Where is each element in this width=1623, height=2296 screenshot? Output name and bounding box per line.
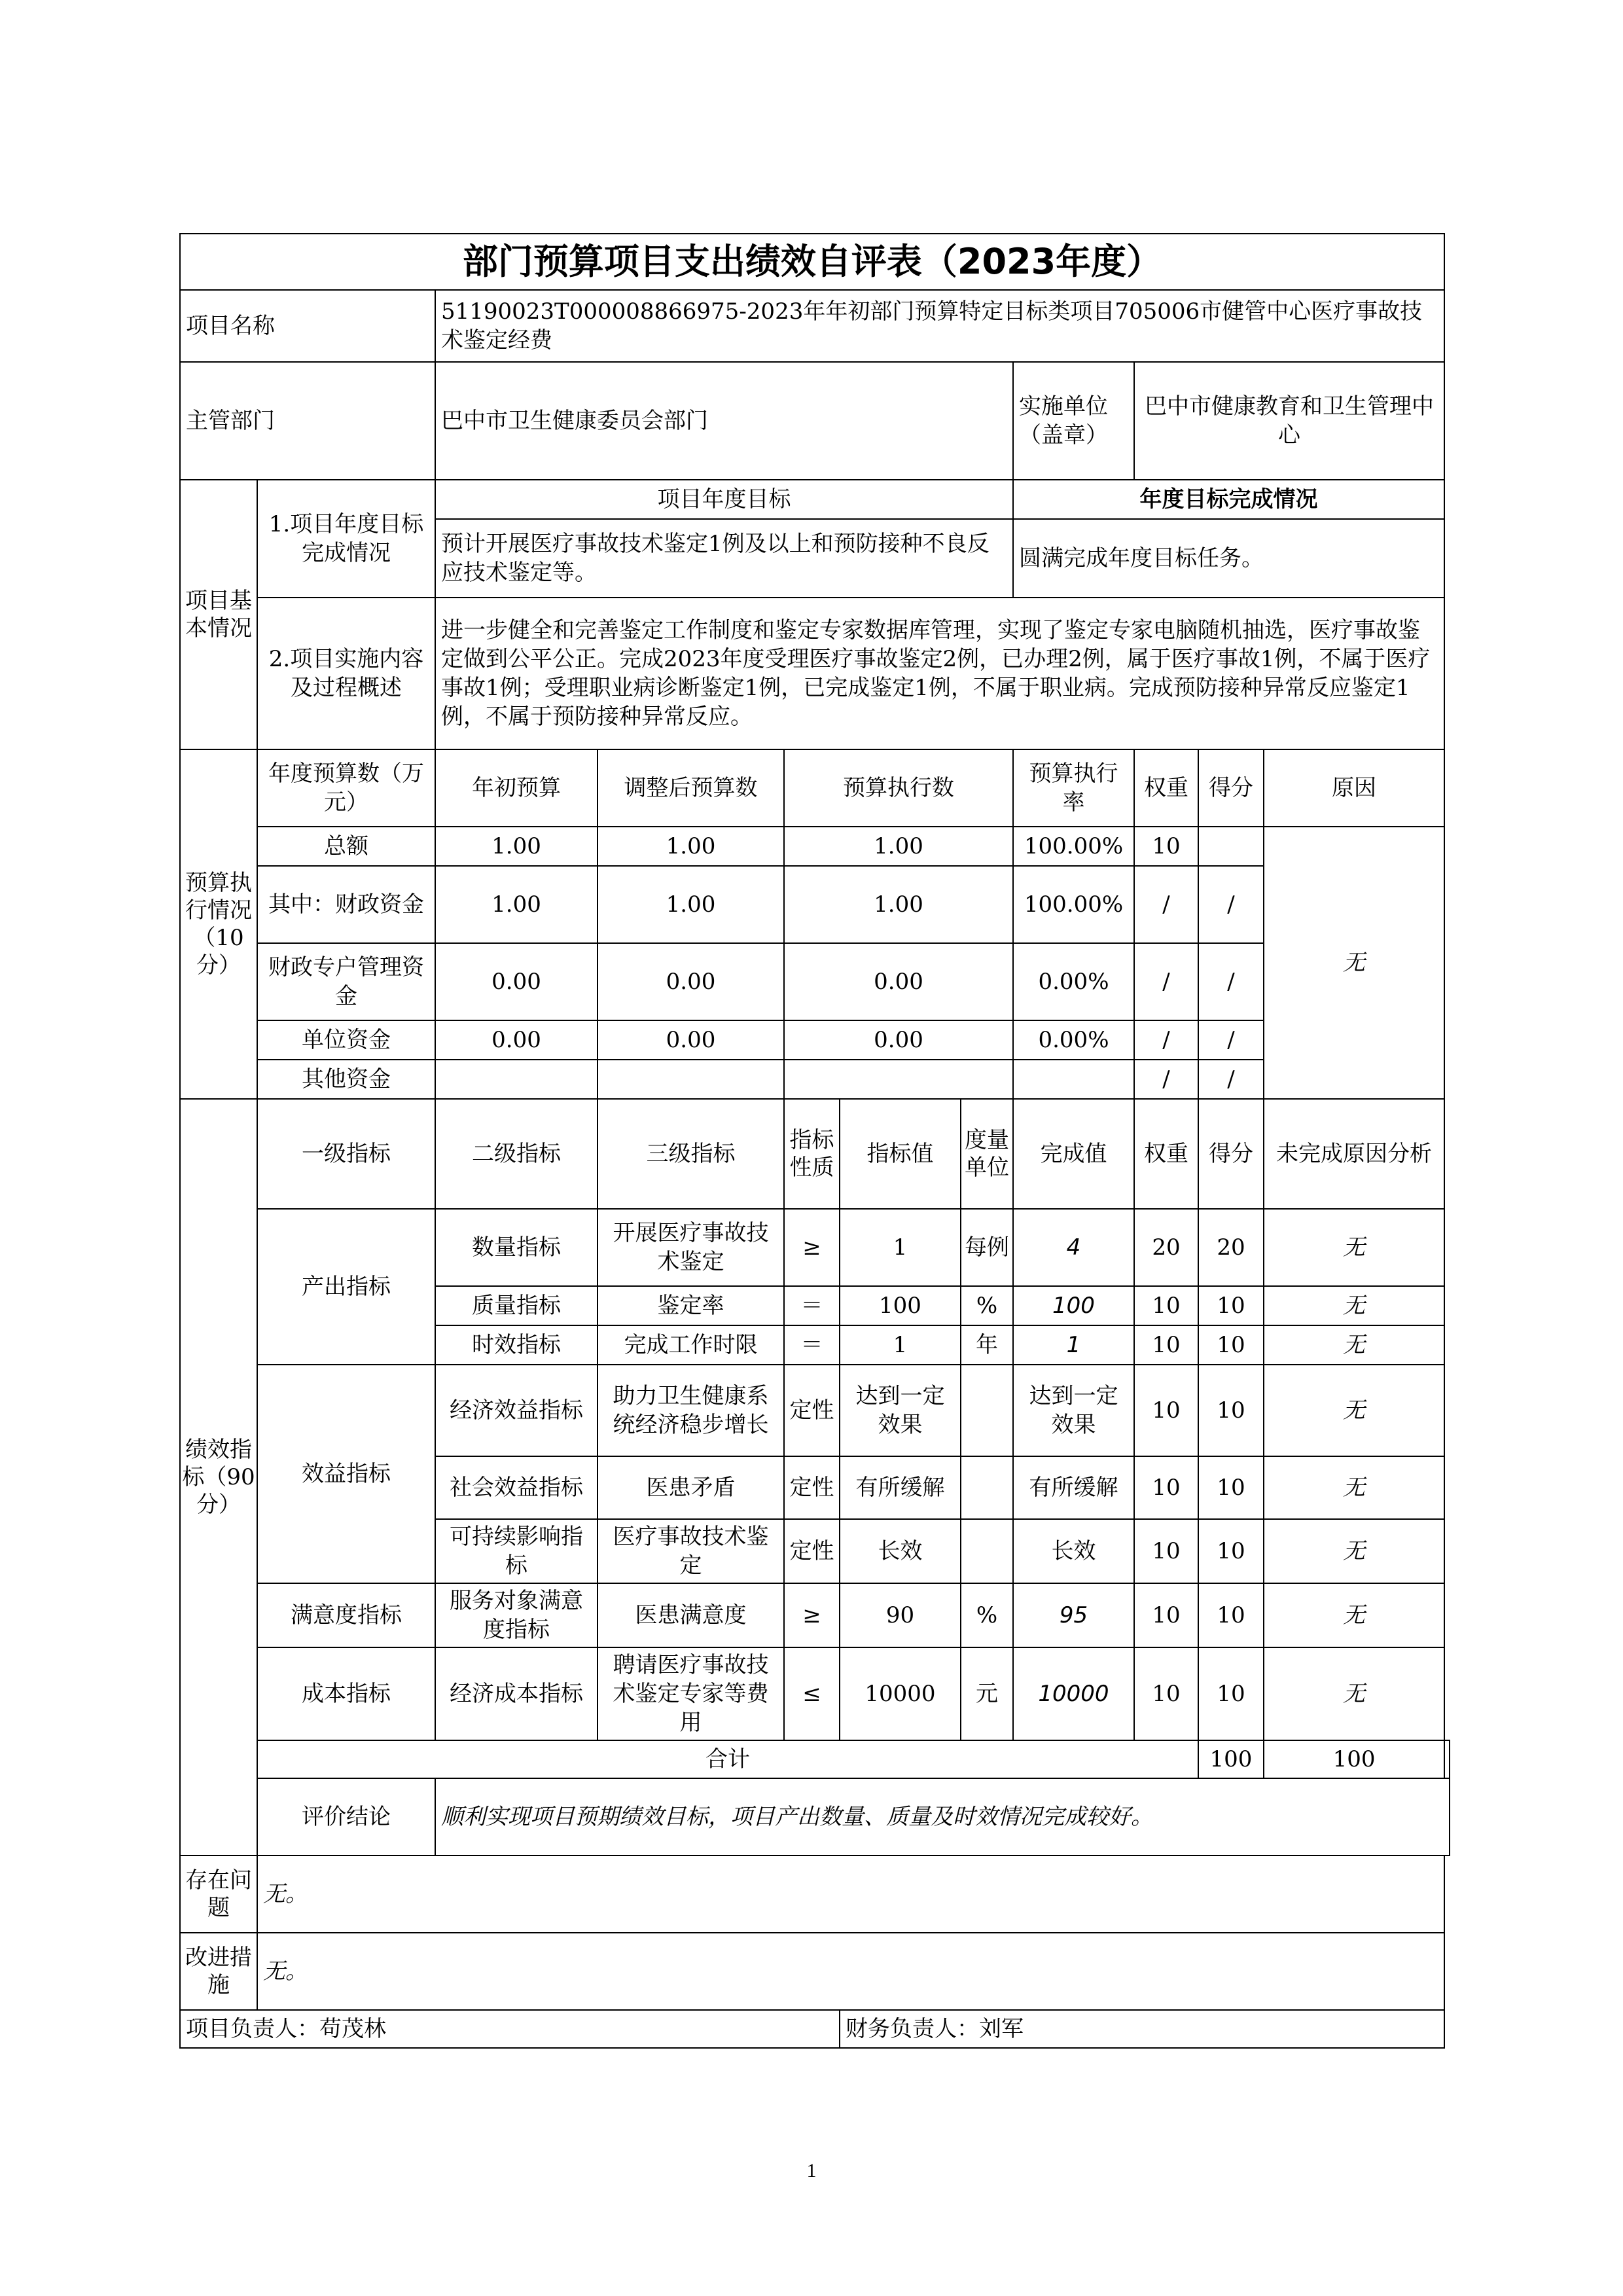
project-leader xyxy=(180,2010,840,2048)
perf-weight: 10 xyxy=(1134,1519,1198,1583)
perf-nature: ≥ xyxy=(784,1209,840,1286)
perf-score: 20 xyxy=(1198,1209,1264,1286)
perf-header-reason: 未完成原因分析 xyxy=(1264,1099,1444,1209)
perf-target: 有所缓解 xyxy=(840,1456,961,1519)
completion-text: 圆满完成年度目标任务。 xyxy=(1013,519,1444,598)
perf-target: 达到一定效果 xyxy=(840,1365,961,1456)
budget-row-weight: / xyxy=(1134,1060,1198,1099)
budget-header-reason: 原因 xyxy=(1264,749,1444,827)
perf-reason: 无 xyxy=(1264,1519,1444,1583)
perf-target: 长效 xyxy=(840,1519,961,1583)
perf-target: 90 xyxy=(840,1583,961,1647)
perf-reason: 无 xyxy=(1264,1583,1444,1647)
perf-unit: 元 xyxy=(961,1647,1013,1740)
budget-row-adjusted: 1.00 xyxy=(597,866,784,943)
perf-weight: 10 xyxy=(1134,1647,1198,1740)
finance-leader-value: 刘军 xyxy=(979,2016,1024,2042)
perf-target: 1 xyxy=(840,1209,961,1286)
budget-row-initial: 1.00 xyxy=(435,827,597,866)
perf-score: 10 xyxy=(1198,1647,1264,1740)
perf-header-actual: 完成值 xyxy=(1013,1099,1134,1209)
budget-section-label: 预算执行情况（10分） xyxy=(180,749,257,1099)
perf-score: 10 xyxy=(1198,1456,1264,1519)
perf-actual: 10000 xyxy=(1013,1647,1134,1740)
budget-row-rate xyxy=(1013,1060,1134,1099)
project-leader-value: 苟茂林 xyxy=(319,2016,386,2042)
budget-row-name: 其他资金 xyxy=(257,1060,435,1099)
budget-row-executed: 1.00 xyxy=(784,866,1013,943)
perf-level1: 成本指标 xyxy=(257,1647,435,1740)
budget-row-rate: 100.00% xyxy=(1013,827,1134,866)
page-number: 1 xyxy=(806,2160,817,2181)
perf-level3: 助力卫生健康系统经济稳步增长 xyxy=(597,1365,784,1456)
perf-score: 10 xyxy=(1198,1286,1264,1325)
budget-row-rate: 0.00% xyxy=(1013,1020,1134,1060)
perf-weight: 20 xyxy=(1134,1209,1198,1286)
budget-row-executed: 1.00 xyxy=(784,827,1013,866)
budget-row-name: 财政专户管理资金 xyxy=(257,943,435,1020)
budget-row-initial: 0.00 xyxy=(435,943,597,1020)
perf-actual: 100 xyxy=(1013,1286,1134,1325)
perf-score: 10 xyxy=(1198,1365,1264,1456)
budget-reason: 无 xyxy=(1264,827,1444,1099)
perf-weight: 10 xyxy=(1134,1583,1198,1647)
perf-header-level1: 一级指标 xyxy=(257,1099,435,1209)
perf-level3: 鉴定率 xyxy=(597,1286,784,1325)
basic-info-section-label: 项目基本情况 xyxy=(180,480,257,749)
perf-nature: 定性 xyxy=(784,1456,840,1519)
budget-row-weight: / xyxy=(1134,1020,1198,1060)
perf-level2: 经济成本指标 xyxy=(435,1647,597,1740)
perf-actual: 95 xyxy=(1013,1583,1134,1647)
perf-actual: 长效 xyxy=(1013,1519,1134,1583)
perf-actual: 达到一定效果 xyxy=(1013,1365,1134,1456)
budget-row-executed: 0.00 xyxy=(784,943,1013,1020)
perf-header-level2: 二级指标 xyxy=(435,1099,597,1209)
perf-level1: 产出指标 xyxy=(257,1209,435,1365)
perf-weight: 10 xyxy=(1134,1456,1198,1519)
perf-level3: 医疗事故技术鉴定 xyxy=(597,1519,784,1583)
perf-nature: 定性 xyxy=(784,1519,840,1583)
perf-level2: 服务对象满意度指标 xyxy=(435,1583,597,1647)
perf-header-level3: 三级指标 xyxy=(597,1099,784,1209)
budget-row-adjusted: 0.00 xyxy=(597,943,784,1020)
budget-row-initial: 0.00 xyxy=(435,1020,597,1060)
perf-nature: ＝ xyxy=(784,1286,840,1325)
budget-row-weight: / xyxy=(1134,943,1198,1020)
project-name-label: 项目名称 xyxy=(180,290,435,362)
perf-actual: 有所缓解 xyxy=(1013,1456,1134,1519)
annual-goal-label: 1.项目年度目标完成情况 xyxy=(257,480,435,598)
perf-unit: 年 xyxy=(961,1325,1013,1365)
budget-row-score: / xyxy=(1198,943,1264,1020)
implementation-text: 进一步健全和完善鉴定工作制度和鉴定专家数据库管理，实现了鉴定专家电脑随机抽选，医疗事故鉴定做到公平公正。完成2023年度受理医疗事故鉴定2例，已办理2例，属于医疗事故1例，不属于医疗事故1例；受理职业病诊断鉴定1例，已完成鉴定1例，不属于职业病。完成预防接种异常反应鉴定1例，不属于预防接种异常反应。 xyxy=(435,598,1444,749)
budget-row-rate: 0.00% xyxy=(1013,943,1134,1020)
perf-header-weight: 权重 xyxy=(1134,1099,1198,1209)
perf-level2: 可持续影响指标 xyxy=(435,1519,597,1583)
perf-target: 1 xyxy=(840,1325,961,1365)
perf-level1: 效益指标 xyxy=(257,1365,435,1583)
perf-target: 100 xyxy=(840,1286,961,1325)
budget-row-name: 单位资金 xyxy=(257,1020,435,1060)
budget-row-score: / xyxy=(1198,866,1264,943)
completion-header: 年度目标完成情况 xyxy=(1013,480,1444,519)
perf-nature: ≥ xyxy=(784,1583,840,1647)
page-title: 部门预算项目支出绩效自评表（2023年度） xyxy=(180,234,1444,290)
perf-target: 10000 xyxy=(840,1647,961,1740)
perf-level2: 质量指标 xyxy=(435,1286,597,1325)
implementing-unit-value: 巴中市健康教育和卫生管理中心 xyxy=(1134,362,1444,480)
perf-actual: 1 xyxy=(1013,1325,1134,1365)
perf-nature: 定性 xyxy=(784,1365,840,1456)
perf-level3: 完成工作时限 xyxy=(597,1325,784,1365)
perf-score: 10 xyxy=(1198,1325,1264,1365)
goal-header: 项目年度目标 xyxy=(435,480,1013,519)
perf-level2: 数量指标 xyxy=(435,1209,597,1286)
budget-row-adjusted xyxy=(597,1060,784,1099)
perf-score: 10 xyxy=(1198,1583,1264,1647)
perf-weight: 10 xyxy=(1134,1286,1198,1325)
budget-row-executed xyxy=(784,1060,1013,1099)
perf-reason: 无 xyxy=(1264,1286,1444,1325)
improvements-value: 无。 xyxy=(257,1933,1444,2010)
improvements-label: 改进措施 xyxy=(180,1933,257,2010)
finance-leader xyxy=(840,2010,1444,2048)
budget-row-executed: 0.00 xyxy=(784,1020,1013,1060)
perf-unit: % xyxy=(961,1286,1013,1325)
implementation-label: 2.项目实施内容及过程概述 xyxy=(257,598,435,749)
perf-score: 10 xyxy=(1198,1519,1264,1583)
project-leader-label: 项目负责人： xyxy=(186,2016,319,2042)
total-label: 合计 xyxy=(257,1740,1198,1778)
problems-label: 存在问题 xyxy=(180,1856,257,1933)
perf-unit: % xyxy=(961,1583,1013,1647)
perf-reason: 无 xyxy=(1264,1325,1444,1365)
perf-header-target: 指标值 xyxy=(840,1099,961,1209)
evaluation-value: 顺利实现项目预期绩效目标，项目产出数量、质量及时效情况完成较好。 xyxy=(435,1778,1450,1856)
perf-level2: 时效指标 xyxy=(435,1325,597,1365)
total-weight: 100 xyxy=(1198,1740,1264,1778)
perf-level1: 满意度指标 xyxy=(257,1583,435,1647)
implementing-unit-label: 实施单位（盖章） xyxy=(1013,362,1134,480)
budget-header-initial: 年初预算 xyxy=(435,749,597,827)
finance-leader-label: 财务负责人： xyxy=(846,2016,979,2042)
budget-row-adjusted: 1.00 xyxy=(597,827,784,866)
perf-reason: 无 xyxy=(1264,1209,1444,1286)
budget-row-weight: / xyxy=(1134,866,1198,943)
performance-self-evaluation-table xyxy=(179,233,1450,2049)
budget-row-name: 总额 xyxy=(257,827,435,866)
perf-actual: 4 xyxy=(1013,1209,1134,1286)
perf-weight: 10 xyxy=(1134,1365,1198,1456)
supervising-dept-value: 巴中市卫生健康委员会部门 xyxy=(435,362,1013,480)
budget-header-adjusted: 调整后预算数 xyxy=(597,749,784,827)
evaluation-label: 评价结论 xyxy=(257,1778,435,1856)
budget-header-weight: 权重 xyxy=(1134,749,1198,827)
budget-row-adjusted: 0.00 xyxy=(597,1020,784,1060)
perf-level3: 医患满意度 xyxy=(597,1583,784,1647)
perf-unit: 每例 xyxy=(961,1209,1013,1286)
performance-section-label: 绩效指标（90分） xyxy=(180,1099,257,1856)
perf-unit xyxy=(961,1456,1013,1519)
perf-level3: 开展医疗事故技术鉴定 xyxy=(597,1209,784,1286)
perf-header-unit: 度量单位 xyxy=(961,1099,1013,1209)
problems-value: 无。 xyxy=(257,1856,1444,1933)
perf-unit xyxy=(961,1365,1013,1456)
budget-row-score: / xyxy=(1198,1060,1264,1099)
budget-header-score: 得分 xyxy=(1198,749,1264,827)
perf-reason: 无 xyxy=(1264,1456,1444,1519)
total-reason-empty xyxy=(1444,1740,1450,1778)
perf-level2: 社会效益指标 xyxy=(435,1456,597,1519)
budget-row-score xyxy=(1198,827,1264,866)
budget-row-initial xyxy=(435,1060,597,1099)
budget-row-name: 其中：财政资金 xyxy=(257,866,435,943)
perf-header-score: 得分 xyxy=(1198,1099,1264,1209)
budget-row-rate: 100.00% xyxy=(1013,866,1134,943)
perf-header-nature: 指标性质 xyxy=(784,1099,840,1209)
budget-row-score: / xyxy=(1198,1020,1264,1060)
budget-row-weight: 10 xyxy=(1134,827,1198,866)
goal-text: 预计开展医疗事故技术鉴定1例及以上和预防接种不良反应技术鉴定等。 xyxy=(435,519,1013,598)
perf-level3: 聘请医疗事故技术鉴定专家等费用 xyxy=(597,1647,784,1740)
total-score: 100 xyxy=(1264,1740,1444,1778)
perf-reason: 无 xyxy=(1264,1647,1444,1740)
project-name-value: 51190023T000008866975-2023年年初部门预算特定目标类项目705006市健管中心医疗事故技术鉴定经费 xyxy=(435,290,1444,362)
perf-nature: ＝ xyxy=(784,1325,840,1365)
perf-nature: ≤ xyxy=(784,1647,840,1740)
budget-header-executed: 预算执行数 xyxy=(784,749,1013,827)
perf-level3: 医患矛盾 xyxy=(597,1456,784,1519)
perf-unit xyxy=(961,1519,1013,1583)
budget-header-annual: 年度预算数（万元） xyxy=(257,749,435,827)
supervising-dept-label: 主管部门 xyxy=(180,362,435,480)
perf-weight: 10 xyxy=(1134,1325,1198,1365)
budget-row-initial: 1.00 xyxy=(435,866,597,943)
perf-reason: 无 xyxy=(1264,1365,1444,1456)
perf-level2: 经济效益指标 xyxy=(435,1365,597,1456)
budget-header-rate: 预算执行率 xyxy=(1013,749,1134,827)
